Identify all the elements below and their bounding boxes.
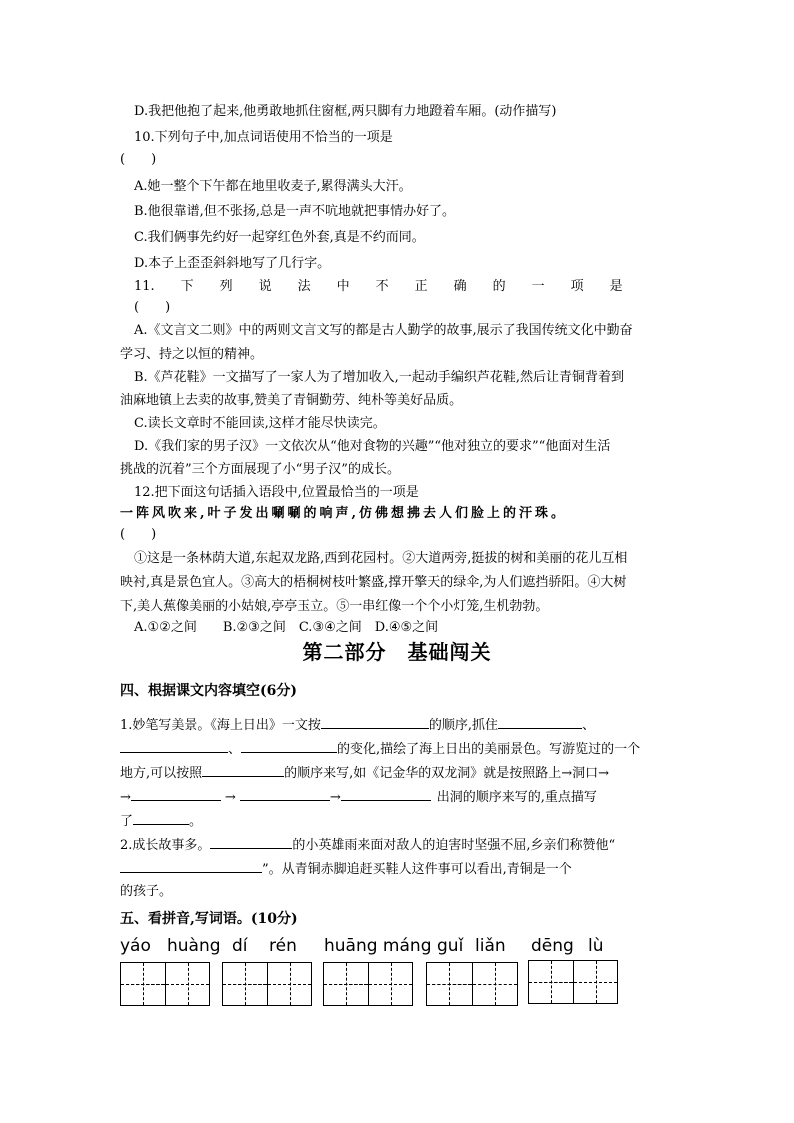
fill-line-2 xyxy=(120,738,676,760)
q12-paragraph-line2: 映衬,真是景色宜人。③高大的梧桐树枝叶繁盛,撑开擎天的绿伞,为人们遮挡骄阳。④大树 xyxy=(120,575,627,590)
q12-paragraph-line1: ①这是一条林荫大道,东起双龙路,西到花园村。②大道两旁,挺拔的树和美丽的花儿互相 xyxy=(134,551,628,566)
fill-text: 的顺序,抓住 xyxy=(428,718,499,733)
q12-options: A.①②之间 B.②③之间 C.③④之间 D.④⑤之间 xyxy=(134,620,439,635)
fill-text: 的顺序来写,如《记金华的双龙洞》就是按照路上→洞口→ xyxy=(284,766,610,781)
fill-text: ”。从青铜赤脚追赶买鞋人这件事可以看出,青铜是一个 xyxy=(262,862,572,877)
fill-line-1 xyxy=(120,714,676,736)
q11-option-d-line1: D.《我们家的男子汉》一文依次从“他对食物的兴趣”“他对独立的要求”“他面对生活 xyxy=(134,439,611,454)
q10-answer-paren: ( ) xyxy=(120,152,157,167)
fill-text: 出洞的顺序来写的,重点描写 xyxy=(436,790,597,805)
pinyin-text: huàng xyxy=(167,936,221,956)
section-four-heading: 四、根据课文内容填空(6分) xyxy=(120,683,297,699)
q10-option-c: C.我们俩事先约好一起穿红色外套,真是不约而同。 xyxy=(134,230,425,245)
blank-1[interactable] xyxy=(321,714,429,729)
q11-option-a-line1: A.《文言文二则》中的两则文言文写的都是古人勤学的故事,展示了我国传统文化中勤奋 xyxy=(134,323,633,338)
fill-text: 地方,可以按照 xyxy=(120,766,203,781)
fill-text: 。 xyxy=(189,814,203,829)
fill-text: 、 xyxy=(582,718,596,733)
q11-option-b-line1: B.《芦花鞋》一文描写了一家人为了增加收入,一起动手编织芦花鞋,然后让青铜背着到 xyxy=(134,370,624,385)
blank-6[interactable] xyxy=(131,786,221,801)
fill-text: → xyxy=(120,790,131,805)
fill-text: 的小英雄雨来面对敌人的迫害时坚强不屈,乡亲们称赞他“ xyxy=(292,838,616,853)
q12-answer-paren: ( ) xyxy=(120,527,157,542)
blank-2[interactable] xyxy=(498,714,582,729)
q12-insert-sentence: 一阵风吹来,叶子发出唰唰的响声,仿佛想拂去人们脸上的汗珠。 xyxy=(120,506,568,521)
writing-box-diren[interactable] xyxy=(222,962,312,1006)
blank-4[interactable] xyxy=(241,738,337,753)
blank-8[interactable] xyxy=(341,786,431,801)
fill-text: → xyxy=(329,790,341,805)
q11-answer-paren: ( ) xyxy=(134,300,171,315)
q9-option-d: D.我把他抱了起来,他勇敢地抓住窗框,两只脚有力地蹬着车厢。(动作描写) xyxy=(134,104,557,119)
blank-10[interactable] xyxy=(210,834,292,849)
part-two-title: 第二部分 基础闯关 xyxy=(302,640,492,664)
fill-text: 了 xyxy=(120,814,134,829)
writing-box-guilian[interactable] xyxy=(426,962,518,1006)
blank-3[interactable] xyxy=(120,738,228,753)
q12-paragraph-line3: 下,美人蕉像美丽的小姑娘,亭亭玉立。⑤一串红像一个个小灯笼,生机勃勃。 xyxy=(120,599,549,614)
q11-option-c: C.读长文章时不能回读,这样才能尽快读完。 xyxy=(134,416,386,431)
q11-option-a-line2: 学习、持之以恒的精神。 xyxy=(120,347,264,362)
writing-box-huangmang[interactable] xyxy=(323,962,413,1006)
fill-line-8: 的孩子。 xyxy=(120,884,173,899)
q10-option-b: B.他很靠谱,但不张扬,总是一声不吭地就把事情办好了。 xyxy=(134,204,455,219)
q10-option-d: D.本子上歪歪斜斜地写了几行字。 xyxy=(134,256,331,271)
pinyin-text: dí xyxy=(232,936,248,956)
q11-option-d-line2: 挑战的沉着”三个方面展现了小“男子汉”的成长。 xyxy=(120,462,400,477)
section-five-heading: 五、看拼音,写词语。(10分) xyxy=(120,911,298,927)
writing-box-denglu[interactable] xyxy=(528,960,618,1004)
fill-text: 的变化,描绘了海上日出的美丽景色。写游览过的一个 xyxy=(337,742,641,757)
pinyin-text: yáo xyxy=(120,936,151,956)
q10-stem: 10.下列句子中,加点词语使用不恰当的一项是 xyxy=(134,130,393,145)
pinyin-text: rén xyxy=(269,936,297,956)
blank-5[interactable] xyxy=(202,762,284,777)
pinyin-text: lù xyxy=(588,936,604,956)
fill-line-3 xyxy=(120,762,676,784)
blank-11[interactable] xyxy=(120,858,262,873)
fill-text: 1.妙笔写美景。《海上日出》一文按 xyxy=(120,718,321,733)
fill-text: 2.成长故事多。 xyxy=(120,838,211,853)
fill-line-7 xyxy=(120,858,676,880)
blank-7[interactable] xyxy=(240,786,330,801)
fill-text: → xyxy=(224,790,236,805)
fill-line-5 xyxy=(120,810,676,832)
pinyin-text: liǎn xyxy=(475,936,506,956)
q11-option-b-line2: 油麻地镇上去卖的故事,赞美了青铜勤劳、纯朴等美好品质。 xyxy=(120,393,463,408)
q12-stem: 12.把下面这句话插入语段中,位置最恰当的一项是 xyxy=(134,485,419,500)
q11-stem: 11. 下 列 说 法 中 不 正 确 的 一 项 是 xyxy=(134,279,623,294)
fill-line-4 xyxy=(120,786,676,808)
pinyin-text: dēng xyxy=(531,936,574,956)
pinyin-text: guǐ xyxy=(437,936,464,956)
pinyin-text: huāng máng xyxy=(324,936,432,956)
blank-9[interactable] xyxy=(133,810,189,825)
fill-line-6 xyxy=(120,834,676,856)
writing-box-yaohuang[interactable] xyxy=(120,962,210,1006)
q10-option-a: A.她一整个下午都在地里收麦子,累得满头大汗。 xyxy=(134,179,412,194)
fill-text: 、 xyxy=(228,742,242,757)
